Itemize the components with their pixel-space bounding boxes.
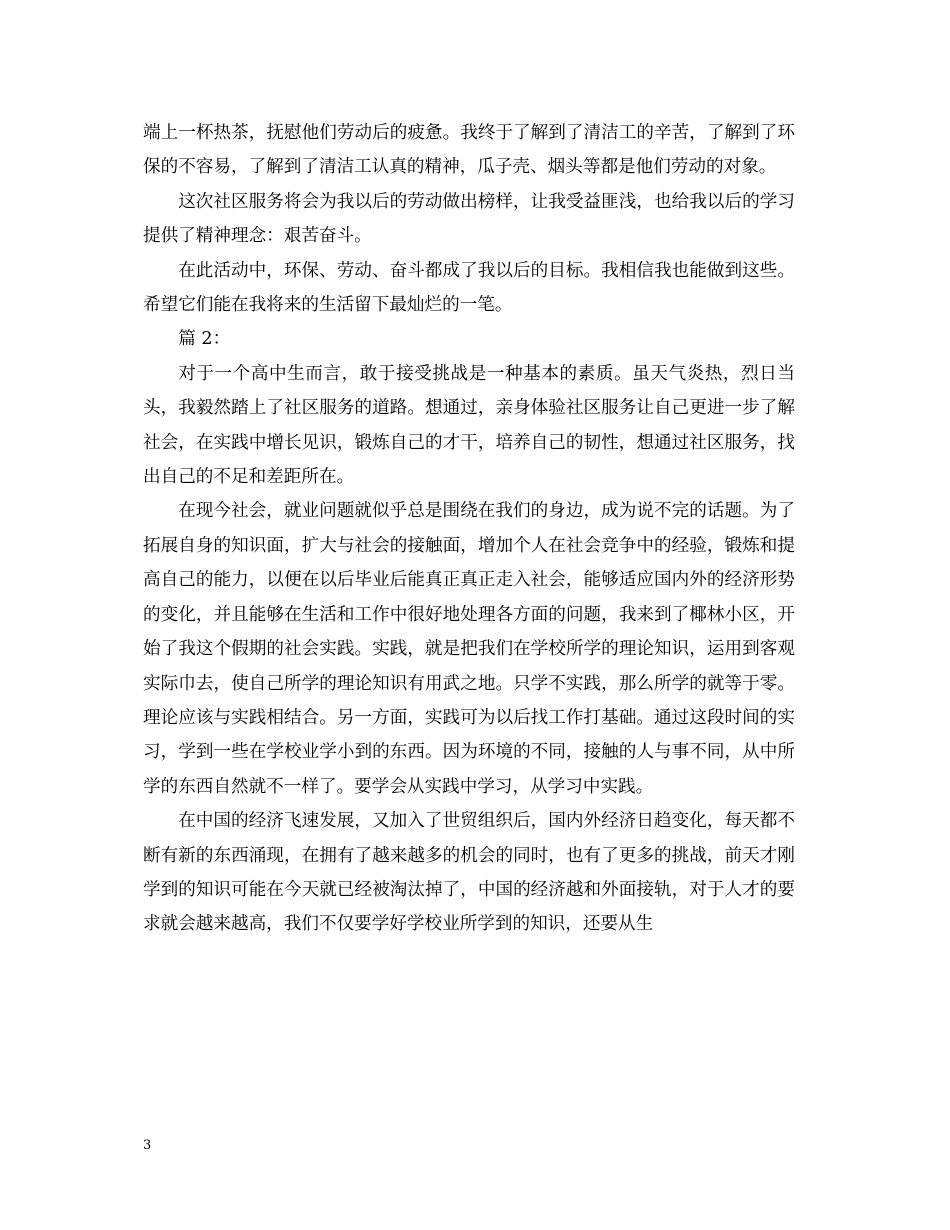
section-heading: 篇 2： bbox=[178, 329, 231, 350]
paragraph: 在此活动中，环保、劳动、奋斗都成了我以后的目标。我相信我也能做到这些。希望它们能在我将来的生活留下最灿烂的一笔。 bbox=[143, 260, 795, 316]
document-body bbox=[143, 116, 795, 942]
paragraph: 这次社区服务将会为我以后的劳动做出榜样，让我受益匪浅，也给我以后的学习提供了精神理念：艰苦奋斗。 bbox=[143, 191, 795, 247]
paragraph: 在现今社会，就业问题就似乎总是围绕在我们的身边，成为说不完的话题。为了拓展自身的知识面，扩大与社会的接触面，增加个人在社会竞争中的经验，锻炼和提高自己的能力，以便在以后毕业后能真正真正走入社会，能够适应国内外的经济形势的变化，并且能够在生活和工作中很好地处理各方面的问题，我来到了椰林小区，开始了我这个假期的社会实践。实践，就是把我们在学校所学的理论知识，运用到客观实际巾去，使自己所学的理论知识有用武之地。只学不实践，那么所学的就等于零。理论应该与实践相结合。另一方面，实践可为以后找工作打基础。通过这段时间的实习，学到一些在学校业学小到的东西。因为环境的不同，接触的人与事不同，从中所学的东西自然就不一样了。要学会从实践中学习，从学习中实践。 bbox=[143, 501, 795, 797]
paragraph: 端上一杯热茶，抚慰他们劳动后的疲惫。我终于了解到了清洁工的辛苦，了解到了环保的不容易，了解到了清洁工认真的精神，瓜子壳、烟头等都是他们劳动的对象。 bbox=[143, 123, 795, 178]
paragraph: 对于一个高中生而言，敢于接受挑战是一种基本的素质。虽天气炎热，烈日当头，我毅然踏上了社区服务的道路。想通过，亲身体验社区服务让自己更进一步了解社会，在实践中增长见识，锻炼自己的才干，培养自己的韧性，想通过社区服务，找出自己的不足和差距所在。 bbox=[143, 363, 795, 488]
paragraph: 在中国的经济飞速发展，又加入了世贸组织后，国内外经济日趋变化，每天都不断有新的东西涌现，在拥有了越来越多的机会的同时，也有了更多的挑战，前天才刚学到的知识可能在今天就已经被淘汰掉了，中国的经济越和外面接轨，对于人才的要求就会越来越高，我们不仅要学好学校业所学到的知识，还要从生 bbox=[143, 811, 795, 935]
page-number: 3 bbox=[143, 1138, 152, 1153]
